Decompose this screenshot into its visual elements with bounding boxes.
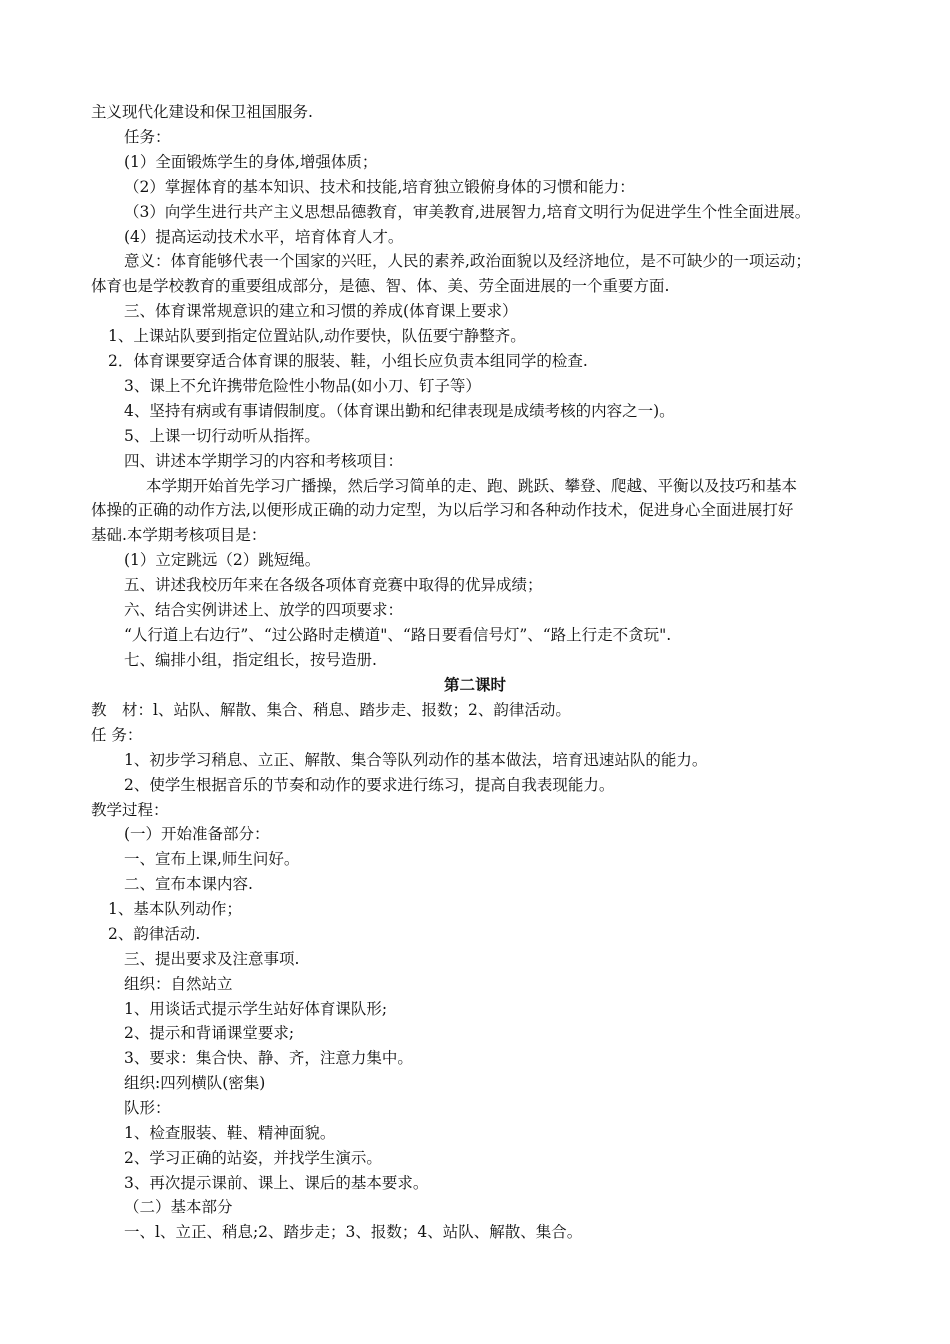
text-line: 教 材：l、站队、解散、集合、稍息、踏步走、报数；2、韵律活动。 xyxy=(91,701,571,719)
text-line: 1、初步学习稍息、立正、解散、集合等队列动作的基本做法，培育迅速站队的能力。 xyxy=(124,751,708,769)
text-line: 三、提出要求及注意事项. xyxy=(124,950,300,968)
text-line: 3、再次提示课前、课上、课后的基本要求。 xyxy=(124,1174,429,1192)
section-heading: 五、讲述我校历年来在各级各项体育竞赛中取得的优异成绩； xyxy=(124,576,543,594)
section-heading: 四、讲述本学期学习的内容和考核项目： xyxy=(124,452,404,470)
text-line: (一）开始准备部分： xyxy=(124,825,270,843)
text-line: 教学过程： xyxy=(91,801,169,819)
section-heading: 六、结合实例讲述上、放学的四项要求： xyxy=(124,601,404,619)
text-line: (1）立定跳远（2）跳短绳。 xyxy=(124,551,321,569)
text-line: 任务： xyxy=(124,128,171,146)
text-line: （2）掌握体育的基本知识、技术和技能,培育独立锻俯身体的习惯和能力： xyxy=(124,178,635,196)
section-heading: 七、编排小组，指定组长，按号造册. xyxy=(124,651,377,669)
section-heading: 三、体育课常规意识的建立和习惯的养成(体育课上要求） xyxy=(124,302,518,320)
text-line: 一、宣布上课,师生问好。 xyxy=(124,850,300,868)
text-line: 2、韵律活动. xyxy=(108,925,201,943)
text-line: 主义现代化建设和保卫祖国服务. xyxy=(91,103,313,121)
text-line: 2、提示和背诵课堂要求; xyxy=(124,1024,295,1042)
text-line: 2、使学生根据音乐的节奏和动作的要求进行练习，提高自我表现能力。 xyxy=(124,776,615,794)
text-line: 3、要求：集合快、静、齐，注意力集中。 xyxy=(124,1049,413,1067)
text-line: 5、上课一切行动听从指挥。 xyxy=(124,427,320,445)
text-line: 组织:四列横队(密集) xyxy=(124,1074,266,1092)
text-line: 一、l、立正、稍息;2、踏步走；3、报数；4、站队、解散、集合。 xyxy=(124,1223,583,1241)
text-line: “人行道上右边行”、“过公路时走横道"、“路日要看信号灯”、“路上行走不贪玩". xyxy=(124,626,672,644)
text-line: 3、课上不允许携带危险性小物品(如小刀、钉子等） xyxy=(124,377,481,395)
text-line: （二）基本部分 xyxy=(124,1198,233,1216)
text-line: 意义：体育能够代表一个国家的兴旺，人民的素养,政治面貌以及经济地位，是不可缺少的一项运动； xyxy=(124,252,811,270)
text-line: 基础.本学期考核项目是： xyxy=(91,526,267,544)
text-line: 队形： xyxy=(124,1099,171,1117)
text-line: (4）提高运动技术水平，培育体育人才。 xyxy=(124,228,404,246)
text-line: 2、学习正确的站姿，并找学生演示。 xyxy=(124,1149,382,1167)
text-line: 1、用谈话式提示学生站好体育课队形; xyxy=(124,1000,388,1018)
text-line: 1、检查服装、鞋、精神面貌。 xyxy=(124,1124,336,1142)
text-line: 2．体育课要穿适合体育课的服装、鞋，小组长应负责本组同学的检查. xyxy=(108,352,588,370)
text-line: 组织：自然站立 xyxy=(124,975,233,993)
text-line: 4、坚持有病或有事请假制度。（体育课出勤和纪律表现是成绩考核的内容之一)。 xyxy=(124,402,675,420)
text-line: 任 务： xyxy=(91,726,143,744)
text-line: 二、宣布本课内容. xyxy=(124,875,253,893)
text-line: 1、基本队列动作； xyxy=(108,900,242,918)
lesson-title: 第二课时 xyxy=(443,675,506,694)
text-line: 体操的正确的动作方法,以便形成正确的动力定型，为以后学习和各种动作技术，促进身心全面进展打好 xyxy=(91,501,794,519)
text-line: （3）向学生进行共产主义思想品德教育，审美教育,进展智力,培育文明行为促进学生个性全面进展。 xyxy=(124,203,811,221)
text-line: 本学期开始首先学习广播操，然后学习简单的走、跑、跳跃、攀登、爬越、平衡以及技巧和基本 xyxy=(146,477,798,495)
text-line: (1）全面锻炼学生的身体,增强体质； xyxy=(124,153,378,171)
text-line: 体育也是学校教育的重要组成部分，是德、智、体、美、劳全面进展的一个重要方面. xyxy=(91,277,670,295)
text-line: 1、上课站队要到指定位置站队,动作要快，队伍要宁静整齐。 xyxy=(108,327,526,345)
